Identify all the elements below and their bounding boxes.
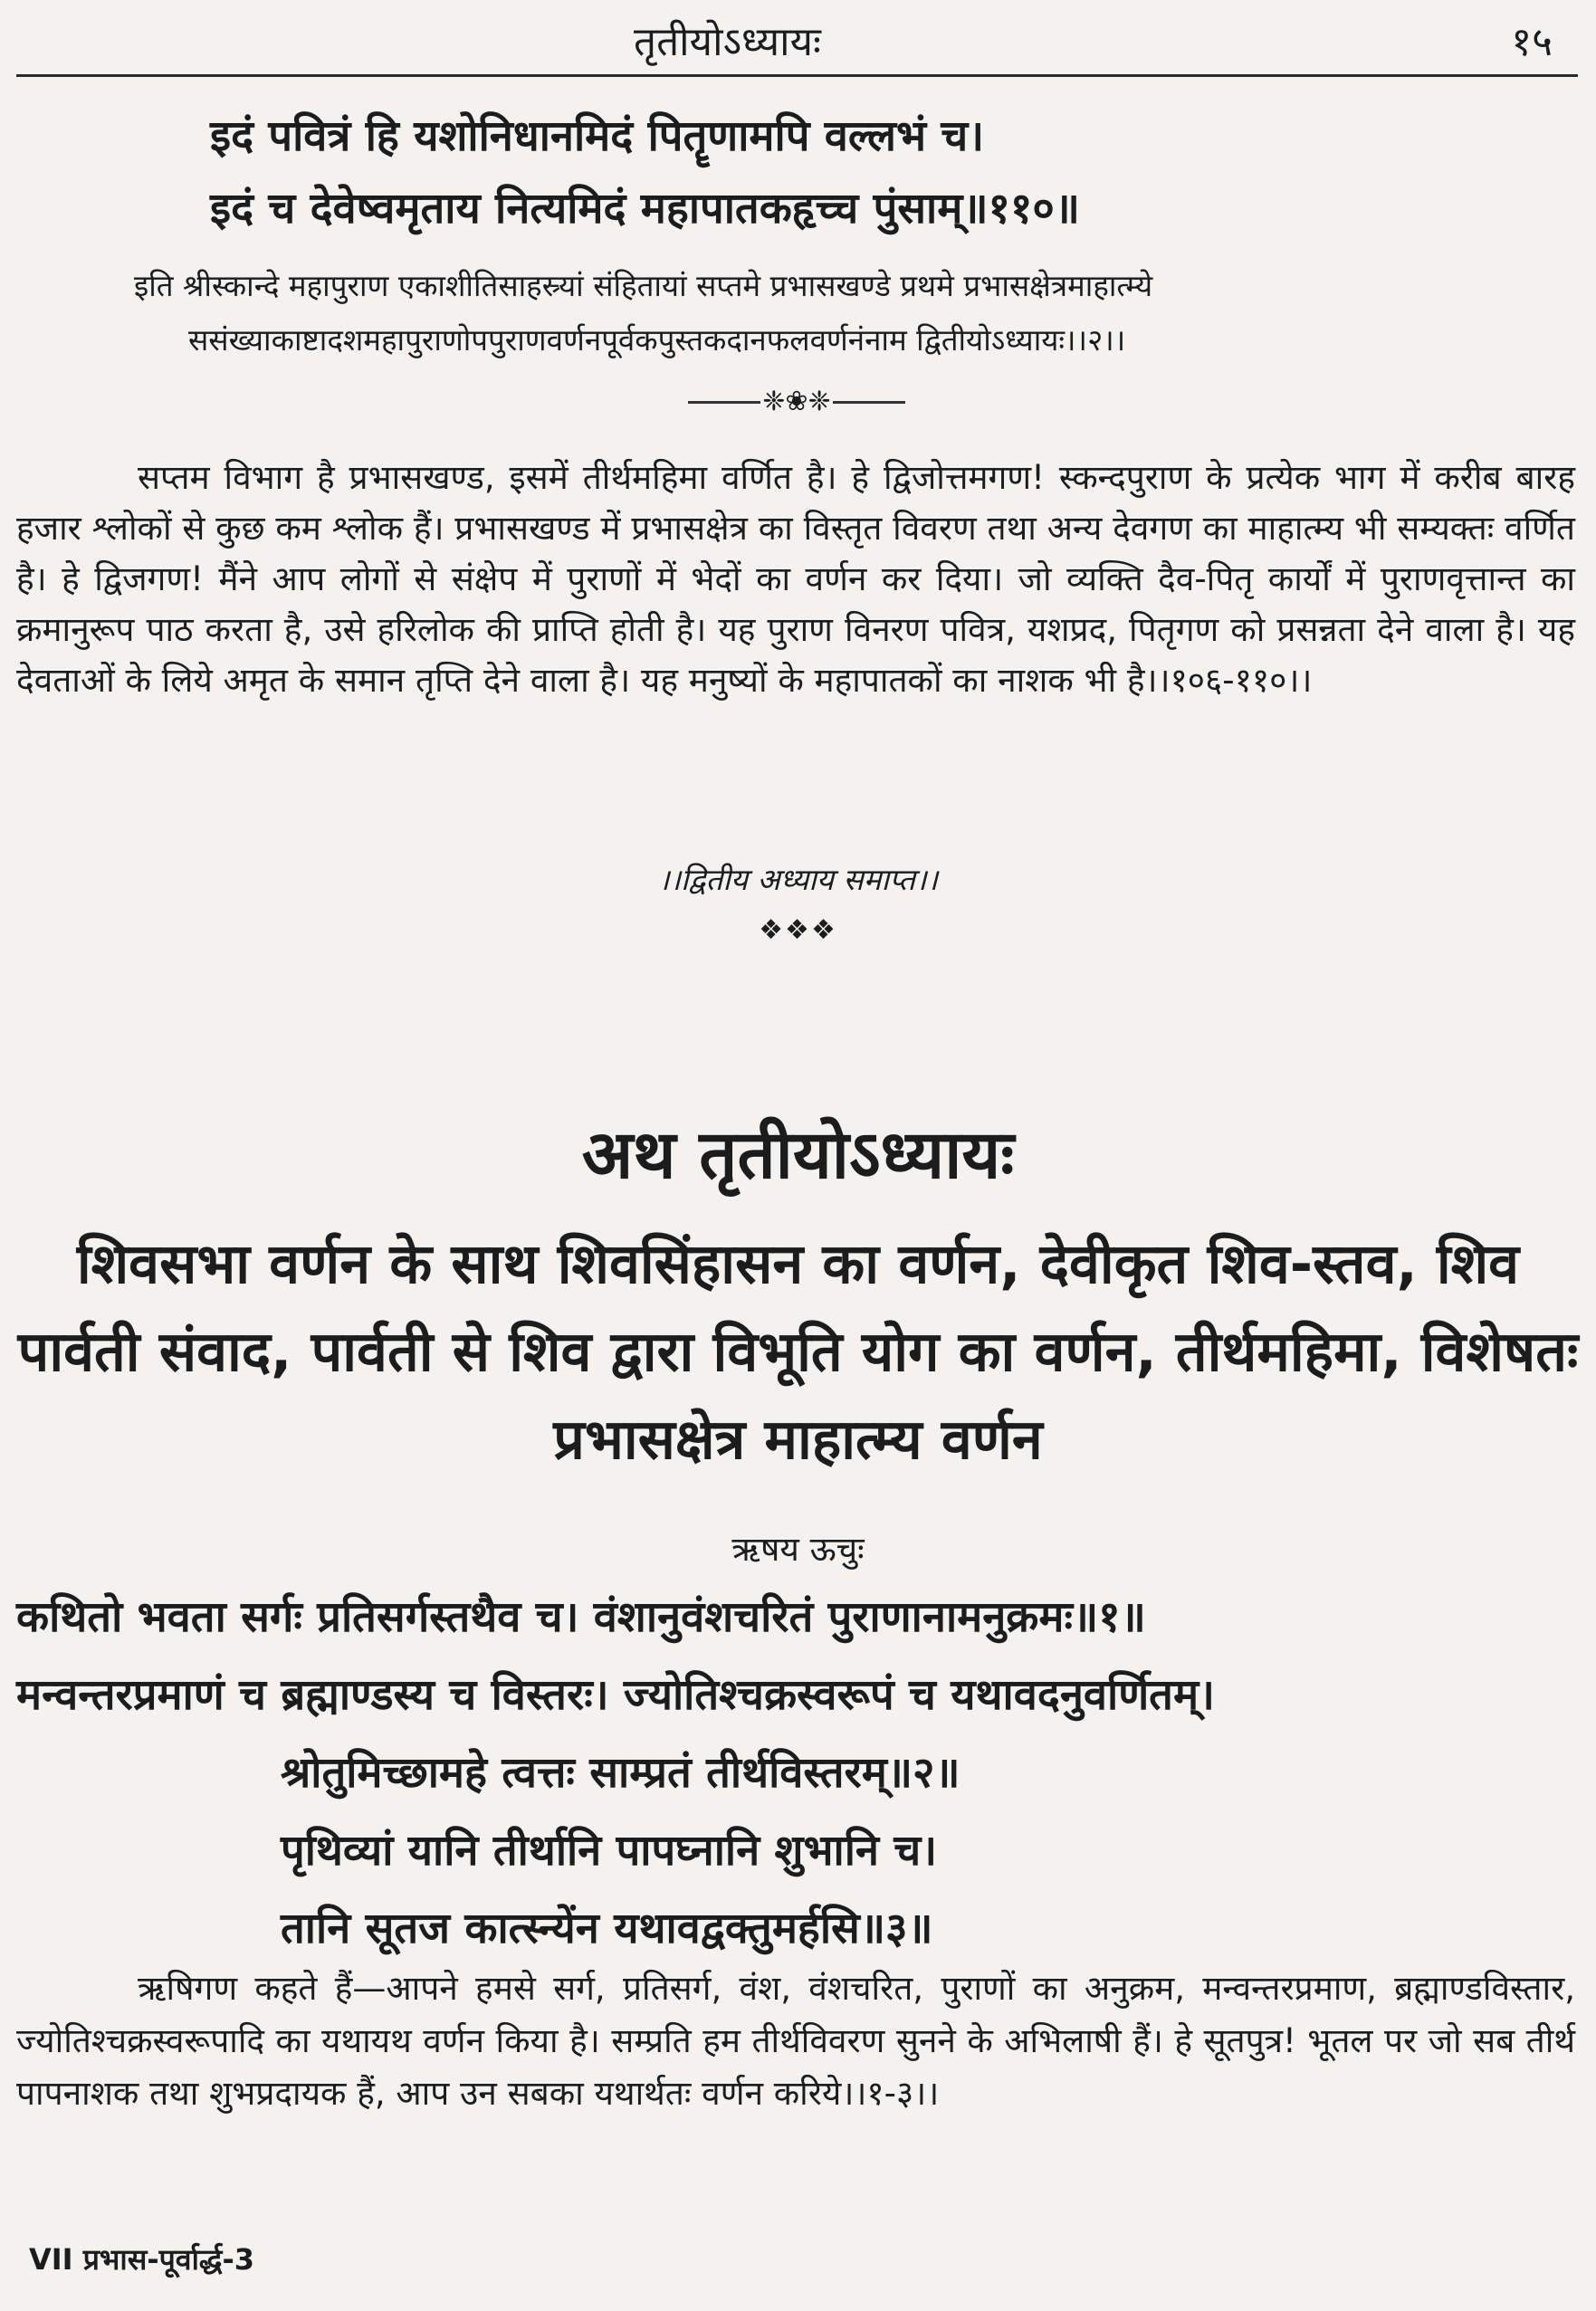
verse-line-5: श्रोतुमिच्छामहे त्वत्तः साम्प्रतं तीर्थविस्तरम्॥२॥ — [281, 1748, 960, 1798]
running-title: तृतीयोऽध्यायः — [634, 19, 821, 65]
chapter-end-note: ।।द्वितीय अध्याय समाप्त।। — [657, 862, 939, 897]
floral-ornament-icon: ❈❀❈ — [762, 386, 831, 417]
footer-signature: VII प्रभास-पूर्वार्द्ध-3 — [29, 2242, 254, 2277]
ornament-divider — [688, 384, 905, 420]
diamond-ornament-icon: ❖❖❖ — [759, 914, 837, 946]
header-rule — [16, 74, 1578, 77]
verse-line-7: तानि सूतज कात्स्न्येंन यथावद्वक्तुमर्हसि॥३॥ — [281, 1904, 933, 1953]
page-number: १५ — [1511, 19, 1553, 65]
divider-line-left — [688, 401, 760, 404]
translation-paragraph-1: सप्तम विभाग है प्रभासखण्ड, इसमें तीर्थमहिमा वर्णित है। हे द्विजोत्तमगण! स्कन्दपुराण के प्रत्येक भाग में करीब बारह हजार श्लोकों से कुछ कम श्लोक हैं। प्रभासखण्ड में प्रभासक्षेत्र का विस्तृत विवरण तथा अन्य देवगण का माहात्म्य भी सम्यक्तः वर्णित है। हे द्विजगण! मैंने आप लोगों से संक्षेप में पुराणों में भेदों का वर्णन कर दिया। जो व्यक्ति दैव-पितृ कार्यों में पुराणवृत्तान्त का क्रमानुरूप पाठ करता है, उसे हरिलोक की प्राप्ति होती है। यह पुराण विनरण पवित्र, यशप्रद, पितृगण को प्रसन्नता देने वाला है। यह देवताओं के लिये अमृत के समान तृप्ति देने वाला है। यह मनुष्यों के महापातकों का नाशक भी है।।१०६-११०।। — [16, 458, 1576, 700]
chapter-title: अथ तृतीयोऽध्यायः — [581, 1116, 1015, 1194]
verse-line-6: पृथिव्यां यानि तीर्थानि पापघ्नानि शुभानि च। — [281, 1826, 938, 1876]
translation-paragraph-2: ऋषिगण कहते हैं—आपने हमसे सर्ग, प्रतिसर्ग, वंश, वंशचरित, पुराणों का अनुक्रम, मन्वन्तरप्रमाण, ब्रह्माण्डविस्तार, ज्योतिश्चक्रस्वरूपादि का यथायथ वर्णन किया है। सम्प्रति हम तीर्थविवरण सुनने के अभिलाषी हैं। हे सूतपुत्र! भूतल पर जो सब तीर्थ पापनाशक तथा शुभप्रदायक हैं, आप उन सबका यथार्थतः वर्णन करिये।।१-३।। — [16, 1969, 1575, 2113]
speaker-label: ऋषय ऊचुः — [731, 1530, 865, 1569]
page-header — [0, 0, 1596, 78]
colophon-line-2: ससंख्याकाष्टादशमहापुराणोपपुराणवर्णनपूर्वकपुस्तकदानफलवर्णनंनाम द्वितीयोऽध्यायः।।२।। — [188, 322, 1126, 358]
colophon-line-1: इति श्रीस्कान्दे महापुराण एकाशीतिसाहस्र्यां संहितायां सप्तमे प्रभासखण्डे प्रथमे प्रभासक्षेत्रमाहात्म्ये — [134, 268, 1153, 303]
verse-line-3: कथितो भवता सर्गः प्रतिसर्गस्तथैव च। वंशानुवंशचरितं पुराणानामनुक्रमः॥१॥ — [16, 1592, 1146, 1642]
verse-line-4: मन्वन्तरप्रमाणं च ब्रह्माण्डस्य च विस्तरः। ज्योतिश्चक्रस्वरूपं च यथावदनुवर्णितम्। — [16, 1670, 1215, 1720]
verse-line-2: इदं च देवेष्वमृताय नित्यमिदं महापातकहृच्च पुंसाम्॥११०॥ — [210, 184, 1080, 234]
chapter-subtitle: शिवसभा वर्णन के साथ शिवसिंहासन का वर्णन, देवीकृत शिव-स्तव, शिव पार्वती संवाद, पार्वती से शिव द्वारा विभूति योग का वर्णन, तीर्थमहिमा, विशेषतः प्रभासक्षेत्र माहात्म्य वर्णन — [17, 1232, 1579, 1472]
divider-line-right — [833, 401, 905, 404]
verse-line-1: इदं पवित्रं हि यशोनिधानमिदं पितॄणामपि वल्लभं च। — [210, 111, 985, 161]
